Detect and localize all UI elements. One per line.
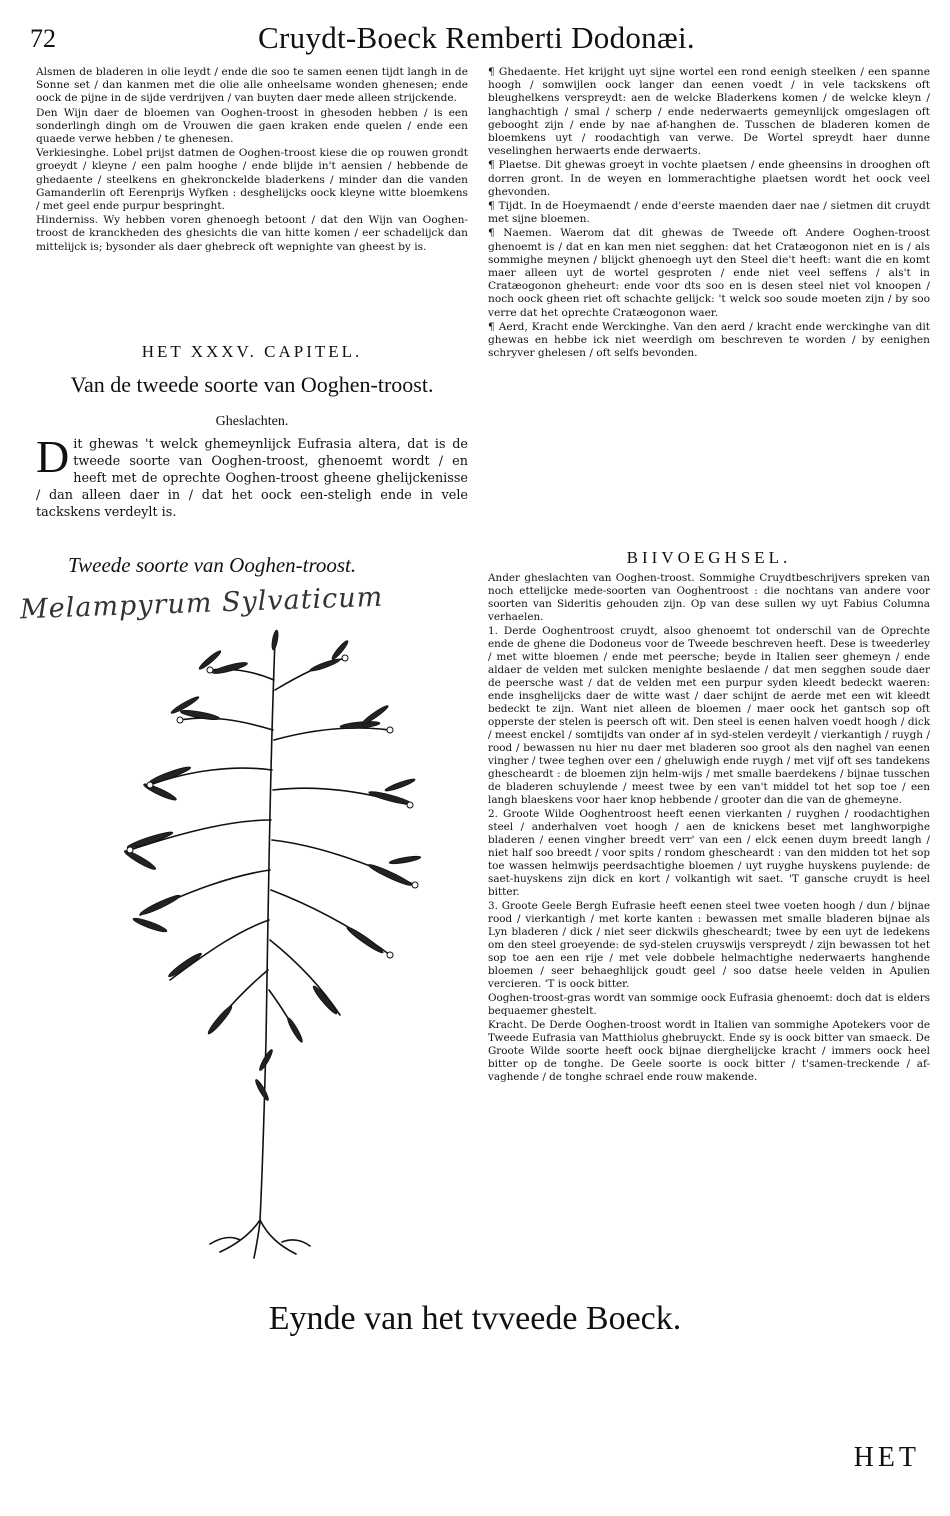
paragraph: ¶ Naemen. Waerom dat dit ghewas de Tweede oft Andere Ooghen-troost ghenoemt is / dat en kan men niet segghen: dat het Cratæogonon niet en is / als sommighe meynen / blijckt ghenoegh uyt den Steel die't heeft: want die en komt maer alleen uyt de wortel gesproten / ende niet veel seffens / als't in Cratæogonon gheheurt: ende voor dts soo en is desen steel niet vol knoopen / noch oock gheen riet oft schachte gelijck: 't welck soo soude moeten zijn / by soo verre dat het oprechte Cratæogonon waer.	[488, 227, 930, 319]
catchword: HET	[853, 1442, 920, 1473]
handwritten-annotation: Melampyrum Sylvaticum	[19, 581, 384, 626]
paragraph: Alsmen de bladeren in olie leydt / ende die soo te samen eenen tijdt langh in de Sonne set / dan kanmen met die olie alle onheelsame wonden ghenesen; ende oock de pijne in de sijde verdrijven / van buyten daer mede alleen strijckende.	[36, 66, 468, 105]
chapter-subtitle: Van de tweede soorte van Ooghen-troost.	[70, 372, 434, 397]
chapter-heading: HET XXXV. CAPITEL.	[141, 342, 363, 361]
chapter-body	[36, 431, 468, 521]
page-number: 72	[30, 24, 56, 53]
running-title: Cruydt-Boeck Remberti Dodonæi.	[258, 20, 695, 55]
figure-caption: Tweede soorte van Ooghen-troost.	[68, 553, 357, 577]
paragraph: ¶ Aerd, Kracht ende Werckinghe. Van den aerd / kracht ende werckinghe van dit ghewas en hebbe ick niet weerdigh om beschreven te worden / by eenighen schryver ghelesen / oft selfs bevonden.	[488, 320, 930, 360]
left-column-text	[36, 66, 468, 255]
paragraph: ¶ Ghedaente. Het krijght uyt sijne wortel een rond eenigh steelken / een spanne hoogh / somwijlen oock langer dan eenen voedt / in vele tackskens oft bleughelkens verspreydt: aen de welcke Bladerkens komen / de welcke kleyn / langhachtigh / smal / scherp / ende nederwaerts gemeynlijck omgeslagen oft gebooght zijn / ende by nae af-hanghen de. Tusschen de bladeren komen de bloemkens uyt / roodachtigh van verwe. De Wortel spreydt haer dunne veselinghen herwaerts ende derwaerts.	[488, 66, 930, 158]
right-column-text	[488, 66, 930, 361]
paragraph: Den Wijn daer de bloemen van Ooghen-troost in ghesoden hebben / is een sonderlingh dingh om de Vrouwen die gaen kraken ende quelen / ende een quaede verwe hebben / te ghenesen.	[36, 106, 468, 146]
paragraph: Verkiesinghe. Lobel prijst datmen de Ooghen-troost kiese die op rouwen grondt groeydt / kleyne / een palm hooghe / ende blijde in't aensien / hebbende de ghedaente / steelkens en ghekronckelde bladerkens / minder dan die vanden Gamanderlin oft Eerenprijs Wyfken : desghelijcks oock kleyne witte bloemkens / met geel ende purpur bespringht.	[36, 147, 468, 213]
bijvoeghsel-heading: BIIVOEGHSEL.	[626, 548, 792, 567]
end-of-book-title: Eynde van het tvveede Boeck.	[268, 1300, 682, 1337]
paragraph: Ander gheslachten van Ooghen-troost. Sommighe Cruydtbeschrijvers spreken van noch ettelijcke mede-soorten van Ooghentroost : die nochtans van andere voor soorten van Sideritis gehouden zijn. Op van dese sullen wy uyt Fabius Columna verhaelen.	[488, 572, 930, 623]
paragraph: Ooghen-troost-gras wordt van sommige oock Eufrasia ghenoemt: doch dat is elders bequaemer ghestelt.	[488, 992, 930, 1017]
paragraph: ¶ Tijdt. In de Hoeymaendt / ende d'eerste maenden daer nae / sietmen dit cruydt met sijne bloemen.	[488, 200, 930, 226]
bijvoeghsel-text	[488, 572, 930, 1085]
paragraph: ¶ Plaetse. Dit ghewas groeyt in vochte plaetsen / ende gheensins in drooghen oft dorren gront. In de weyen en lommerachtighe plaetsen wordt het oock veel ghevonden.	[488, 159, 930, 198]
paragraph: 3. Groote Geele Bergh Eufrasie heeft eenen steel twee voeten hoogh / dun / bijnae rood / vierkantigh / met korte kanten : bewassen met smalle bladeren bijnae als Lyn bladeren / dick / niet seer dickwils ghescheardt; twee by een uyt de ledekens om den steel groeyende: de syd-stelen cruyswijs verspreydt / zijn bewassen tot het sop toe aen een rije / met vele dobbele helmachtighe nederwaerts hanghende bloemen / seer behaeghlijck goudt geel / soo datse heele velden in Apulien vercieren. 'T is oock bitter.	[488, 900, 930, 990]
paragraph: Hinderniss. Wy hebben voren ghenoegh betoont / dat den Wijn van Ooghen-troost de kranckheden des ghesichts die van hitte komen / eer schadelijck dan mittelijck is; bysonder als daer ghebreck oft wepnighte van gheest by is.	[36, 214, 468, 253]
section-label: Gheslachten.	[215, 414, 289, 429]
drop-cap: D	[36, 431, 70, 482]
paragraph: 1. Derde Ooghentroost cruydt, alsoo ghenoemt tot onderschil van de Oprechte ende de ghene die Dodoneus voor de Tweede beschreven heeft. Dese is tweederley / met witte bloemen / ende met peersche; beyde in Italien seer ghemeyn / ende aldaer de velden met sulcken menighte beslaende / dat men segghen soude daer de peersche wast / dat de velden met een purpur syden kleedt bedeckt waeren: ende insghelijcks daer de witte wast / daer schijnt de aerde met een wit kleedt bedeckt te zijn. Want niet alleen de bloemen / maer oock het gantsch sop oft opperste der stelen is peersch oft wit. Den steel is eenen halven voedt hoogh / dick / meest enckel / somtijdts van onder af in syd-stelen verdeylt / vierkantigh / ruygh / rood / bewassen nu hier nu daer met bladeren soo groot als den naghel van eenen vingher / twee teghen over een / gheluwigh ende ruygh / met vijf oft ses tandekens ghescheardt : de bloemen zijn helm-wijs / met smalle baerdekens / bijnae tusschen de bladeren schuylende / meest twee by een van't middel tot het sop toe / een langh blaeskens voor haer knop hebbende / grooter dan die van de ghemeyne.	[488, 625, 930, 806]
page-header	[30, 18, 930, 58]
paragraph: Kracht. De Derde Ooghen-troost wordt in Italien van sommighe Apotekers voor de Tweede Eufrasia van Matthiolus ghebruyckt. Ende sy is oock bitter van smaeck. De Groote Wilde soorte heeft oock bijnae dierghelijcke kracht / immers oock heel bitter op de tonghe. De Geele soorte is oock bitter / t'samen-treckende / af-vaghende / de tonghe schrael ende rouw makende.	[488, 1019, 930, 1083]
paragraph: 2. Groote Wilde Ooghentroost heeft eenen vierkanten / ruyghen / roodachtighen steel / anderhalven voet hoogh / aen de knickens beset met langhworpighe bladeren / eenen vingher breedt verr' van een / elck eenen duym breedt langh / niet half soo breedt / voor spits / rondom ghescheardt : van den midden tot het sop toe wassen helmwijs peerdsachtighe bloemen / uyt ruyghe huyskens puylende: de saet-huyskens zijn dick en kort / volkantigh wit saet. 'T gansche cruydt is heel bitter.	[488, 808, 930, 898]
chapter-body-text: it ghewas 't welck ghemeynlijck Eufrasia altera, dat is de tweede soorte van Ooghen-troost, ghenoemt wordt / en heeft met de oprechte Ooghen-troost gheene ghelijckenisse / dan alleen daer in / dat het oock een-steligh ende in vele tackskens verdeylt is.	[36, 437, 468, 520]
plant-woodcut-illustration	[70, 620, 470, 1260]
